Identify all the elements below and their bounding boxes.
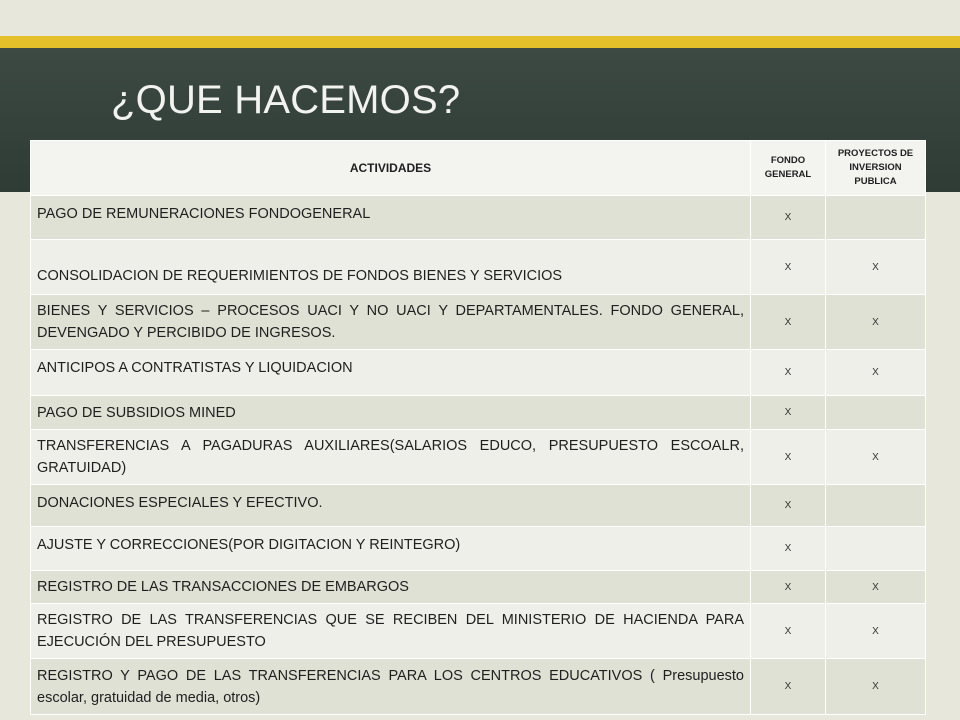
- proyectos-mark: X: [826, 430, 926, 485]
- header-activities: ACTIVIDADES: [31, 141, 751, 196]
- fondo-general-mark: X: [751, 604, 826, 659]
- fondo-general-mark: X: [751, 659, 826, 715]
- activity-cell: ANTICIPOS A CONTRATISTAS Y LIQUIDACION: [31, 350, 751, 396]
- table-row: [31, 659, 926, 715]
- fondo-general-mark: X: [751, 571, 826, 604]
- activity-cell: PAGO DE REMUNERACIONES FONDOGENERAL: [31, 196, 751, 240]
- activity-cell: BIENES Y SERVICIOS – PROCESOS UACI Y NO UACI Y DEPARTAMENTALES. FONDO GENERAL, DEVENGADO Y PERCIBIDO DE INGRESOS.: [31, 295, 751, 350]
- proyectos-mark: X: [826, 350, 926, 396]
- fondo-general-mark: X: [751, 240, 826, 295]
- proyectos-mark: [826, 396, 926, 430]
- activity-cell: CONSOLIDACION DE REQUERIMIENTOS DE FONDOS BIENES Y SERVICIOS: [31, 240, 751, 295]
- table-row: [31, 350, 926, 396]
- top-margin-strip: [0, 0, 960, 36]
- activity-cell: PAGO DE SUBSIDIOS MINED: [31, 396, 751, 430]
- header-proyectos-inversion: PROYECTOS DE INVERSION PUBLICA: [826, 141, 926, 196]
- table-row: [31, 240, 926, 295]
- fondo-general-mark: X: [751, 485, 826, 527]
- fondo-general-mark: X: [751, 350, 826, 396]
- table-row: [31, 196, 926, 240]
- table-row: [31, 430, 926, 485]
- fondo-general-mark: X: [751, 295, 826, 350]
- accent-bar: [0, 36, 960, 48]
- proyectos-mark: X: [826, 659, 926, 715]
- activities-table: [30, 140, 926, 715]
- fondo-general-mark: X: [751, 196, 826, 240]
- fondo-general-mark: X: [751, 527, 826, 571]
- activity-cell: REGISTRO DE LAS TRANSACCIONES DE EMBARGOS: [31, 571, 751, 604]
- proyectos-mark: [826, 485, 926, 527]
- slide-title: ¿QUE HACEMOS?: [111, 78, 461, 122]
- activity-cell: AJUSTE Y CORRECCIONES(POR DIGITACION Y REINTEGRO): [31, 527, 751, 571]
- table-row: [31, 604, 926, 659]
- proyectos-mark: X: [826, 571, 926, 604]
- activity-cell: REGISTRO Y PAGO DE LAS TRANSFERENCIAS PARA LOS CENTROS EDUCATIVOS ( Presupuesto escolar, gratuidad de media, otros): [31, 659, 751, 715]
- activity-cell: DONACIONES ESPECIALES Y EFECTIVO.: [31, 485, 751, 527]
- header-fondo-general: FONDO GENERAL: [751, 141, 826, 196]
- activity-cell: REGISTRO DE LAS TRANSFERENCIAS QUE SE RECIBEN DEL MINISTERIO DE HACIENDA PARA EJECUCIÓN DEL PRESUPUESTO: [31, 604, 751, 659]
- table-row: [31, 527, 926, 571]
- proyectos-mark: X: [826, 295, 926, 350]
- proyectos-mark: [826, 527, 926, 571]
- table-row: [31, 571, 926, 604]
- table-row: [31, 396, 926, 430]
- table-row: [31, 485, 926, 527]
- proyectos-mark: [826, 196, 926, 240]
- proyectos-mark: X: [826, 604, 926, 659]
- proyectos-mark: X: [826, 240, 926, 295]
- table-row: [31, 295, 926, 350]
- fondo-general-mark: X: [751, 396, 826, 430]
- table-header-row: [31, 141, 926, 196]
- fondo-general-mark: X: [751, 430, 826, 485]
- activity-cell: TRANSFERENCIAS A PAGADURAS AUXILIARES(SALARIOS EDUCO, PRESUPUESTO ESCOALR, GRATUIDAD): [31, 430, 751, 485]
